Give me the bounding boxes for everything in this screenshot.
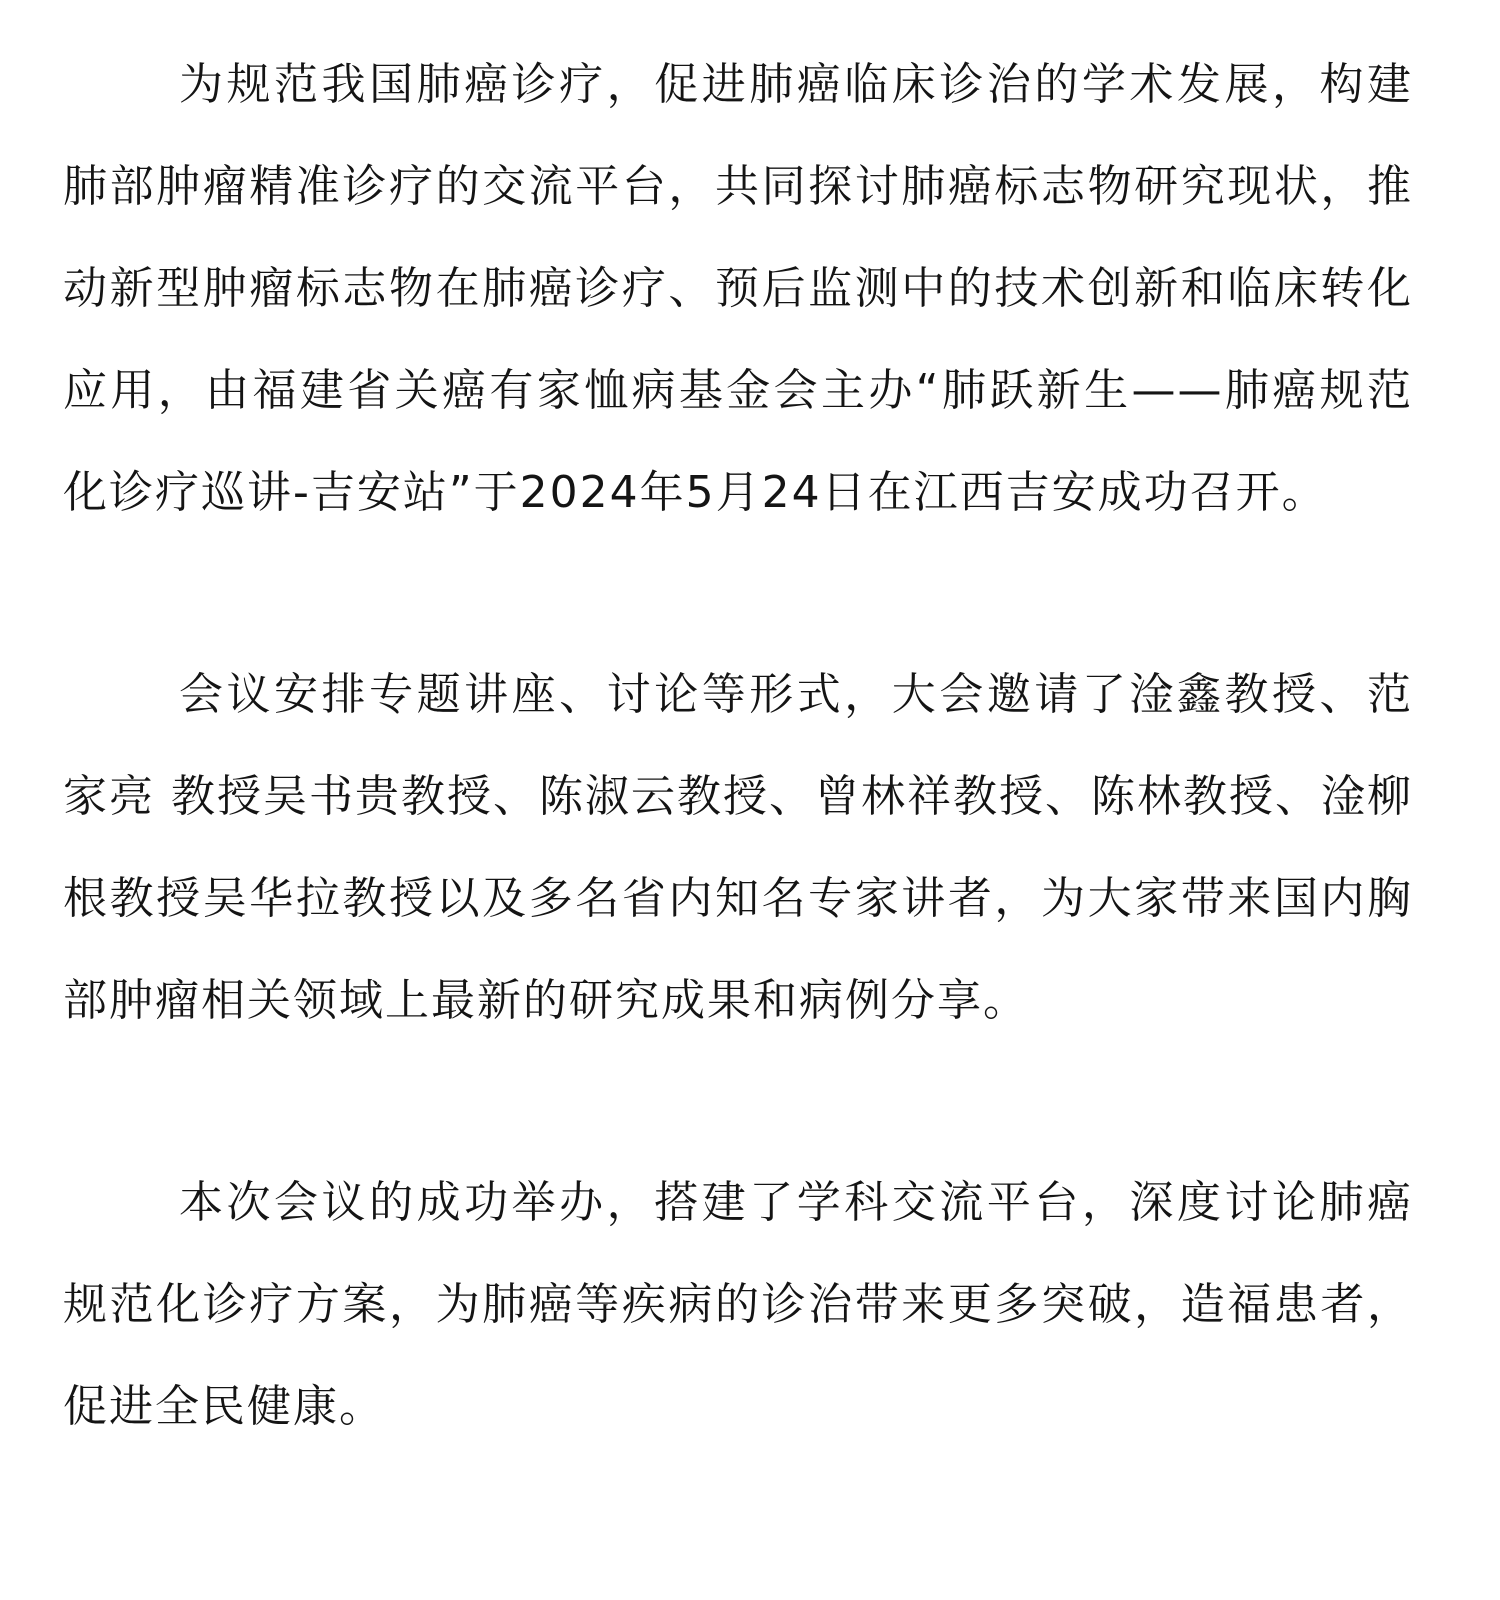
article-paragraph-conclusion: 本次会议的成功举办，搭建了学科交流平台，深度讨论肺癌规范化诊疗方案，为肺癌等疾病的诊治带来更多突破，造福患者，促进全民健康。 xyxy=(63,1177,1413,1432)
article-body xyxy=(63,34,1413,1458)
article-paragraph-intro: 为规范我国肺癌诊疗，促进肺癌临床诊治的学术发展，构建肺部肿瘤精准诊疗的交流平台，共同探讨肺癌标志物研究现状，推动新型肿瘤标志物在肺癌诊疗、预后监测中的技术创新和临床转化应用，由福建省关癌有家恤病基金会主办“肺跃新生——肺癌规范化诊疗巡讲-吉安站”于2024年5月24日在江西吉安成功召开。 xyxy=(63,59,1413,518)
article-paragraph-speakers: 会议安排专题讲座、讨论等形式，大会邀请了淦鑫教授、范家亮 教授吴书贵教授、陈淑云教授、曾林祥教授、陈林教授、淦柳根教授吴华拉教授以及多名省内知名专家讲者，为大家带来国内胸部肿瘤相关领域上最新的研究成果和病例分享。 xyxy=(63,669,1413,1026)
